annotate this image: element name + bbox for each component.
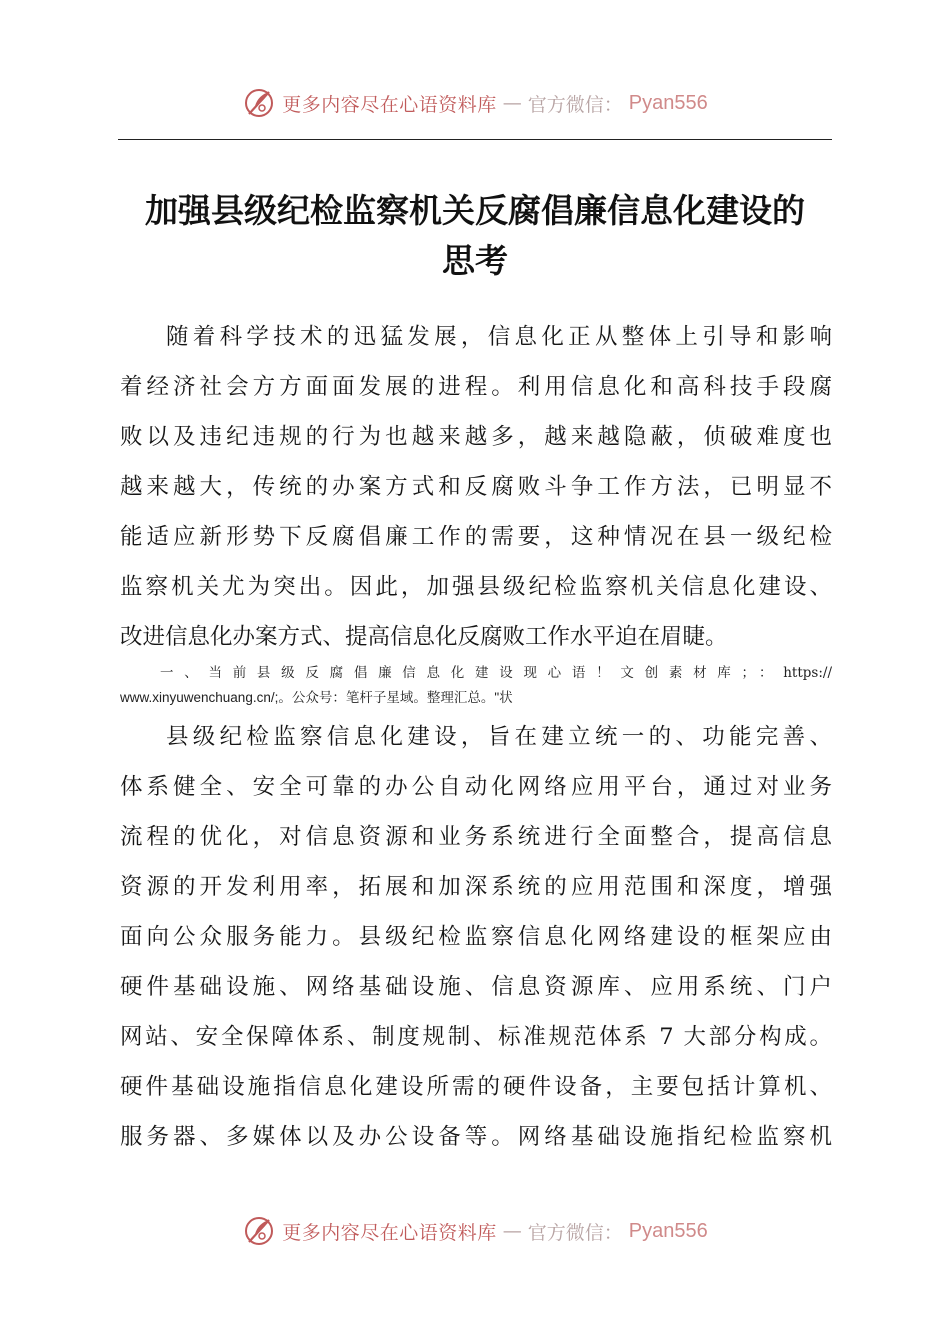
- paragraph-1-line: 随着科学技术的迅猛发展，信息化正从整体上引导和影响: [166, 324, 832, 350]
- banner-wechat-id: Pyan556: [628, 91, 708, 114]
- banner-separator: —: [502, 92, 522, 114]
- footer-banner: [0, 1208, 950, 1254]
- banner-wechat-label: 官方微信：: [527, 1221, 623, 1244]
- paragraph-2-line: 县级纪检监察信息化建设，旨在建立统一的、功能完善、: [166, 724, 832, 750]
- paragraph-1-line: 改进信息化办案方式、提高信息化反腐败工作水平迫在眉睫。: [120, 624, 728, 650]
- title-line-1: 加强县级纪检监察机关反腐倡廉信息化建设的: [145, 191, 805, 230]
- banner-site-text: 更多内容尽在心语资料库: [282, 93, 497, 116]
- document-title: [100, 186, 850, 286]
- banner-separator: —: [502, 1220, 522, 1242]
- paragraph-2-line: 硬件基础设施指信息化建设所需的硬件设备，主要包括计算机、: [120, 1074, 832, 1100]
- paragraph-2-line: 网站、安全保障体系、制度规制、标准规范体系 7 大部分构成。: [120, 1024, 832, 1050]
- paragraph-1-line: 着经济社会方方面面发展的进程。利用信息化和高科技手段腐: [120, 374, 832, 400]
- feather-pen-logo-icon: [242, 1214, 276, 1248]
- paragraph-1-line: 能适应新形势下反腐倡廉工作的需要，这种情况在县一级纪检: [120, 524, 832, 550]
- paragraph-1-line: 败以及违纪违规的行为也越来越多，越来越隐蔽，侦破难度也: [120, 424, 832, 450]
- title-line-2: 思考: [442, 241, 508, 280]
- header-divider: [118, 139, 832, 140]
- section-heading-line-1: 一、当前县级反腐倡廉信息化建设现心语！文创素材库；：https://: [160, 665, 832, 681]
- paragraph-2-line: 体系健全、安全可靠的办公自动化网络应用平台，通过对业务: [120, 774, 832, 800]
- paragraph-1-line: 越来越大，传统的办案方式和反腐败斗争工作方法，已明显不: [120, 474, 832, 500]
- paragraph-2-line: 资源的开发利用率，拓展和加深系统的应用范围和深度，增强: [120, 874, 832, 900]
- feather-pen-logo-icon: [242, 86, 276, 120]
- banner-site-text: 更多内容尽在心语资料库: [282, 1221, 497, 1244]
- paragraph-2-line: 流程的优化，对信息资源和业务系统进行全面整合，提高信息: [120, 824, 832, 850]
- paragraph-2-line: 服务器、多媒体以及办公设备等。网络基础设施指纪检监察机: [120, 1124, 832, 1150]
- section-heading-line-2: www.xinyuwenchuang.cn/;。公众号：笔杆子星域。整理汇总。"状: [120, 690, 513, 705]
- header-banner: [0, 80, 950, 126]
- banner-wechat-id: Pyan556: [628, 1219, 708, 1242]
- paragraph-2-line: 面向公众服务能力。县级纪检监察信息化网络建设的框架应由: [120, 924, 832, 950]
- banner-wechat-label: 官方微信：: [527, 93, 623, 116]
- paragraph-2-line: 硬件基础设施、网络基础设施、信息资源库、应用系统、门户: [120, 974, 832, 1000]
- paragraph-1-line: 监察机关尤为突出。因此，加强县级纪检监察机关信息化建设、: [120, 574, 832, 600]
